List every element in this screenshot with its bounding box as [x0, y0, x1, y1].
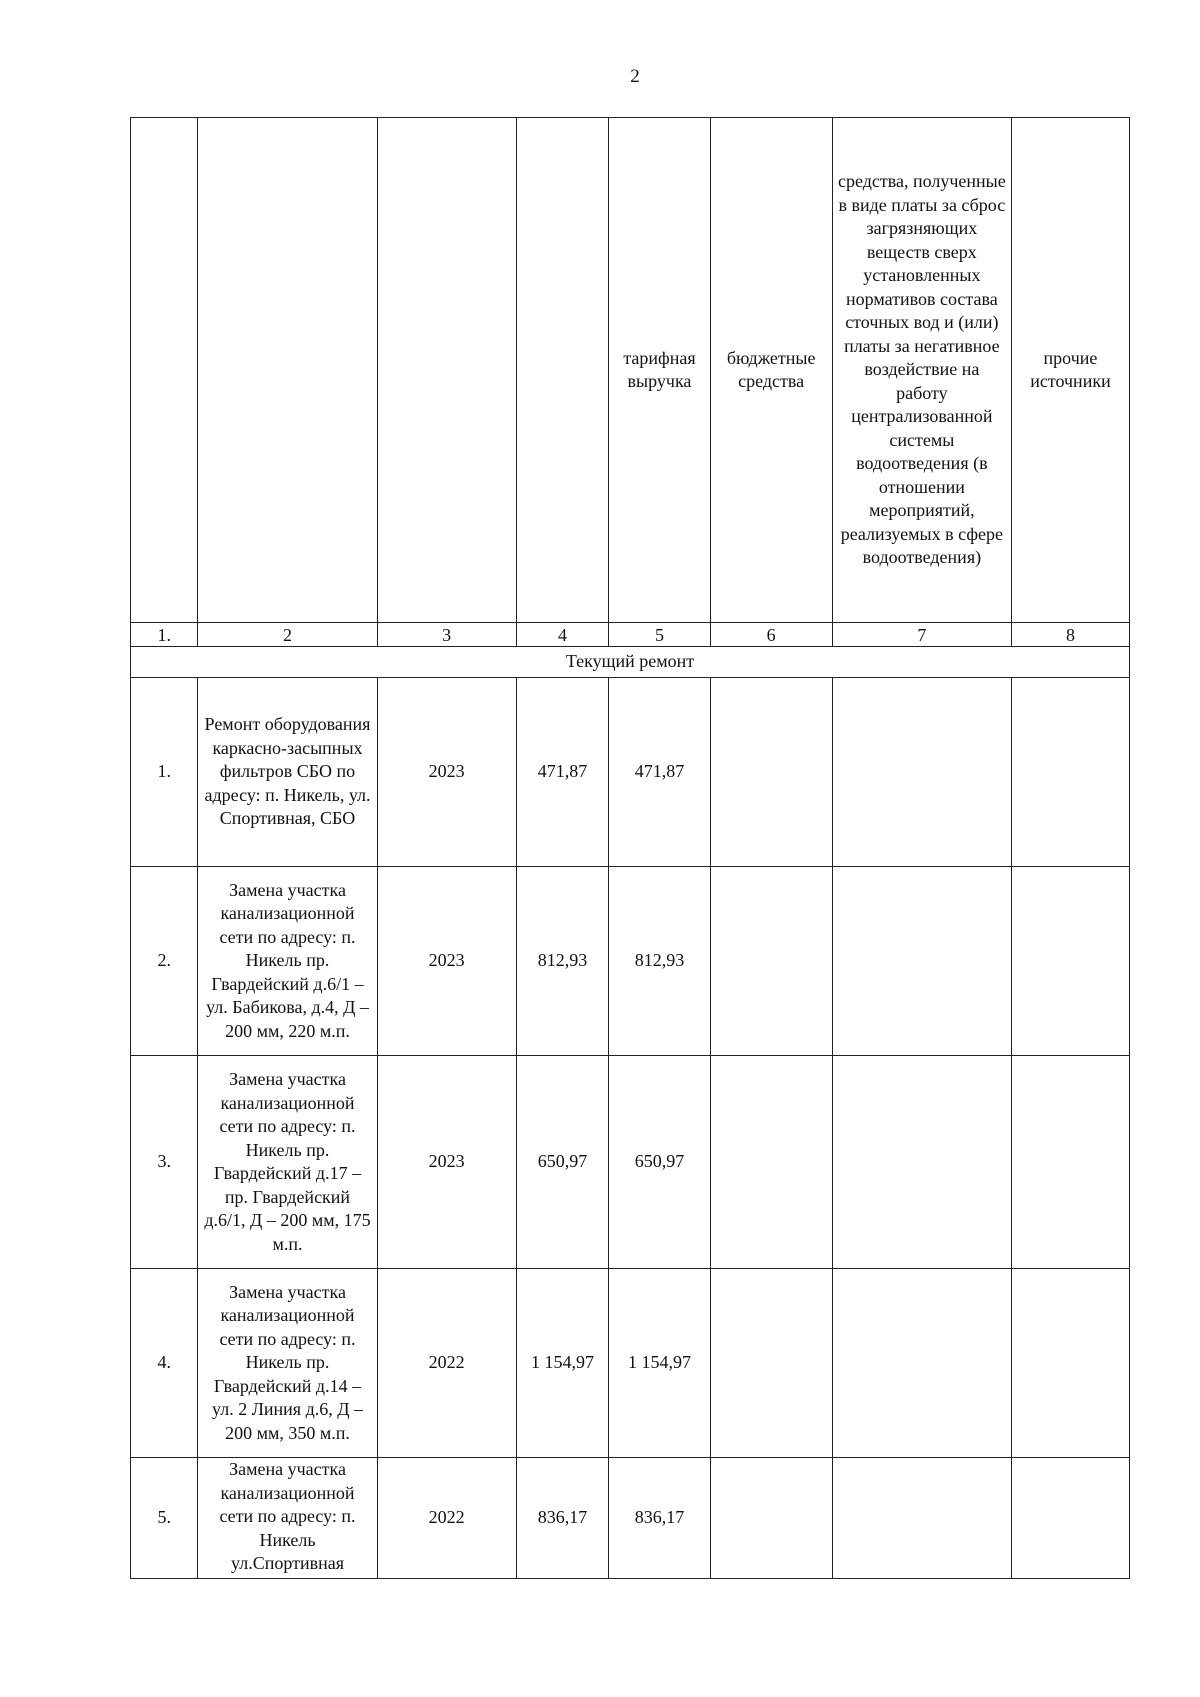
column-number: 1.	[131, 623, 198, 647]
row-description: Замена участка канализационной сети по адресу: п. Никель пр. Гвардейский д.14 – ул. 2 Линия д.6, Д – 200 мм, 350 м.п.	[198, 1269, 377, 1458]
row-total: 650,97	[516, 1056, 609, 1269]
row-description: Ремонт оборудования каркасно-засыпных фильтров СБО по адресу: п. Никель, ул. Спортивная, СБО	[198, 678, 377, 867]
header-cell-2	[198, 118, 377, 623]
row-number: 2.	[131, 867, 198, 1056]
row-pollution-fees	[832, 1269, 1011, 1458]
column-number: 4	[516, 623, 609, 647]
header-cell-1	[131, 118, 198, 623]
row-other	[1011, 1458, 1129, 1579]
row-budget	[710, 1269, 832, 1458]
column-number: 7	[832, 623, 1011, 647]
row-budget	[710, 1056, 832, 1269]
row-year: 2023	[377, 678, 516, 867]
row-number: 1.	[131, 678, 198, 867]
column-number: 3	[377, 623, 516, 647]
row-year: 2023	[377, 867, 516, 1056]
row-number: 5.	[131, 1458, 198, 1579]
table-row	[131, 1458, 1130, 1579]
header-budget-funds: бюджетные средства	[710, 118, 832, 623]
row-description: Замена участка канализационной сети по адресу: п. Никель пр. Гвардейский д.17 – пр. Гвардейский д.6/1, Д – 200 мм, 175 м.п.	[198, 1056, 377, 1269]
table-row	[131, 867, 1130, 1056]
page-number: 2	[630, 66, 640, 87]
row-budget	[710, 1458, 832, 1579]
section-title: Текущий ремонт	[131, 647, 1130, 678]
row-tariff: 836,17	[609, 1458, 710, 1579]
row-other	[1011, 867, 1129, 1056]
header-cell-4	[516, 118, 609, 623]
row-total: 836,17	[516, 1458, 609, 1579]
row-tariff: 650,97	[609, 1056, 710, 1269]
row-total: 1 154,97	[516, 1269, 609, 1458]
row-total: 812,93	[516, 867, 609, 1056]
row-tariff: 471,87	[609, 678, 710, 867]
row-year: 2022	[377, 1458, 516, 1579]
table-header-row	[131, 118, 1130, 623]
column-number: 6	[710, 623, 832, 647]
header-pollution-fees: средства, полученные в виде платы за сброс загрязняющих веществ сверх установленных нормативов состава сточных вод и (или) платы за негативное воздействие на работу централизованной системы водоотведения (в отношении мероприятий, реализуемых в сфере водоотведения)	[832, 118, 1011, 623]
investment-table	[130, 117, 1130, 1579]
row-pollution-fees	[832, 678, 1011, 867]
row-budget	[710, 678, 832, 867]
table-row	[131, 678, 1130, 867]
table-row	[131, 1056, 1130, 1269]
row-year: 2023	[377, 1056, 516, 1269]
row-number: 4.	[131, 1269, 198, 1458]
row-total: 471,87	[516, 678, 609, 867]
row-description: Замена участка канализационной сети по адресу: п. Никель пр. Гвардейский д.6/1 – ул. Бабикова, д.4, Д – 200 мм, 220 м.п.	[198, 867, 377, 1056]
row-description: Замена участка канализационной сети по адресу: п. Никель ул.Спортивная	[198, 1458, 377, 1579]
row-budget	[710, 867, 832, 1056]
row-tariff: 812,93	[609, 867, 710, 1056]
row-other	[1011, 1056, 1129, 1269]
header-cell-3	[377, 118, 516, 623]
column-number: 5	[609, 623, 710, 647]
row-pollution-fees	[832, 867, 1011, 1056]
row-other	[1011, 678, 1129, 867]
row-pollution-fees	[832, 1056, 1011, 1269]
row-number: 3.	[131, 1056, 198, 1269]
column-number: 8	[1011, 623, 1129, 647]
table-row	[131, 1269, 1130, 1458]
column-number: 2	[198, 623, 377, 647]
row-other	[1011, 1269, 1129, 1458]
header-other-sources: прочие источники	[1011, 118, 1129, 623]
section-row	[131, 647, 1130, 678]
header-tariff-revenue: тарифная выручка	[609, 118, 710, 623]
row-tariff: 1 154,97	[609, 1269, 710, 1458]
column-numbers-row	[131, 623, 1130, 647]
row-year: 2022	[377, 1269, 516, 1458]
row-pollution-fees	[832, 1458, 1011, 1579]
